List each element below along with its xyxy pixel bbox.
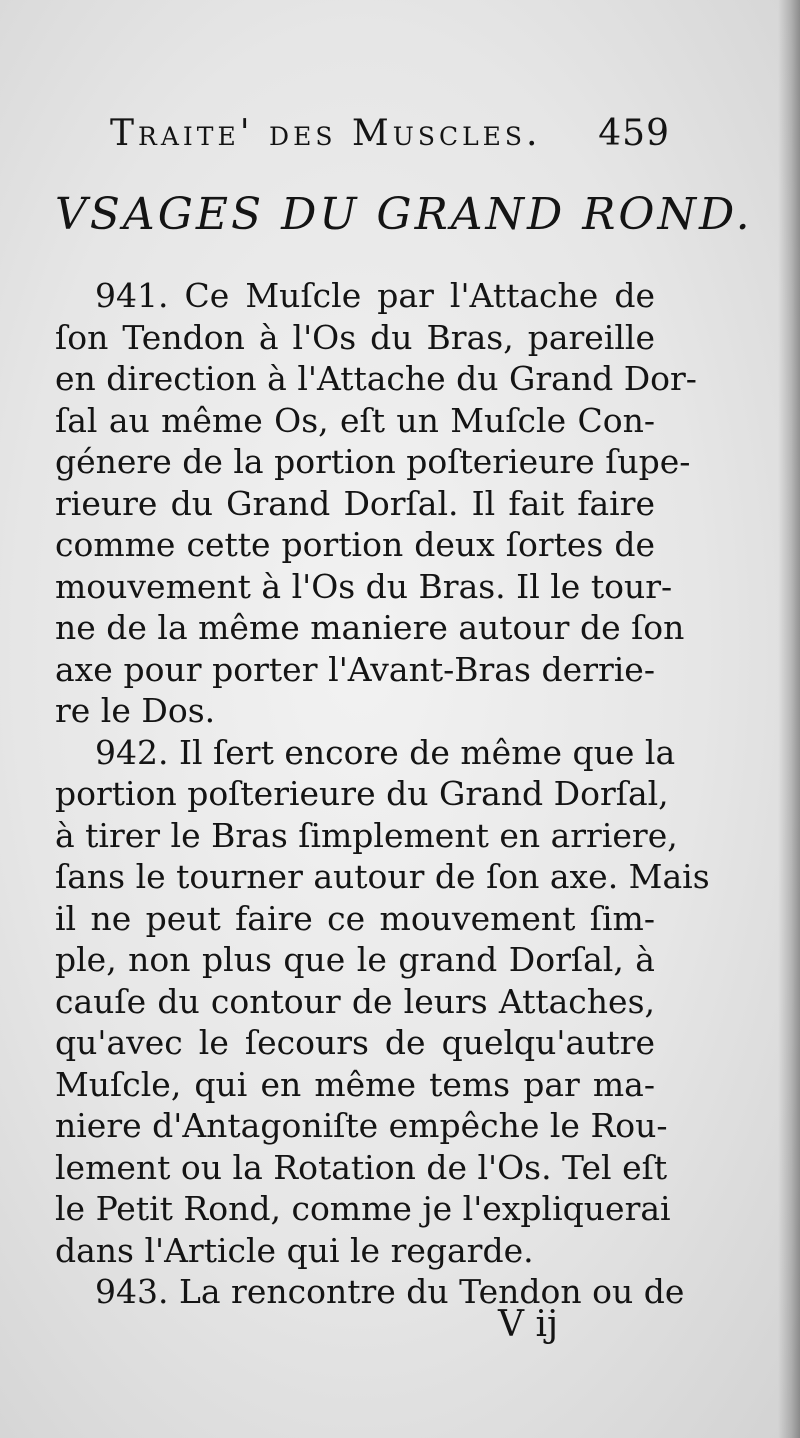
text-line: génere de la portion poſterieure ſupe-	[55, 442, 691, 481]
text-line: 942. Il ſert encore de même que la	[95, 732, 676, 772]
running-title: Traite' des Muscles.	[110, 113, 542, 154]
running-header	[110, 112, 670, 156]
text-line: re le Dos.	[55, 691, 216, 730]
text-line: ſal au même Os, eſt un Muſcle Con-	[55, 400, 655, 440]
binding-shadow	[778, 0, 800, 1438]
text-line: comme cette portion deux ſortes de	[55, 525, 655, 564]
body-text	[55, 275, 710, 1313]
text-line: ſans le tourner autour de ſon axe. Mais	[55, 857, 710, 896]
text-line: qu'avec le ſecours de quelqu'autre	[55, 1023, 655, 1062]
text-line: dans l'Article qui le regarde.	[55, 1230, 534, 1270]
signature-mark: V ij	[498, 1304, 559, 1345]
text-line: ple, non plus que le grand Dorſal, à	[55, 940, 655, 979]
text-line: le Petit Rond, comme je l'expliquerai	[55, 1189, 671, 1228]
text-line: rieure du Grand Dorſal. Il fait faire	[55, 483, 655, 523]
text-line: ſon Tendon à l'Os du Bras, pareille	[55, 317, 655, 357]
text-line: il ne peut faire ce mouvement ſim-	[55, 898, 655, 938]
text-line: en direction à l'Attache du Grand Dor-	[55, 359, 697, 398]
section-title: VSAGES DU GRAND ROND.	[55, 189, 753, 240]
text-line: cauſe du contour de leurs Attaches,	[55, 981, 655, 1021]
text-line: à tirer le Bras ſimplement en arriere,	[55, 815, 678, 855]
text-line: portion poſterieure du Grand Dorſal,	[55, 774, 669, 813]
text-line: 943. La rencontre du Tendon ou de	[95, 1272, 685, 1311]
text-line: axe pour porter l'Avant-Bras derrie-	[55, 649, 655, 689]
text-line: niere d'Antagoniſte empêche le Rou-	[55, 1106, 668, 1145]
text-line: mouvement à l'Os du Bras. Il le tour-	[55, 566, 673, 606]
text-line: Muſcle, qui en même tems par ma-	[55, 1064, 655, 1104]
text-line: ne de la même maniere autour de ſon	[55, 608, 685, 647]
text-line: 941. Ce Muſcle par l'Attache de	[95, 276, 655, 315]
page-number: 459	[598, 113, 670, 154]
text-line: lement ou la Rotation de l'Os. Tel eſt	[55, 1147, 668, 1187]
